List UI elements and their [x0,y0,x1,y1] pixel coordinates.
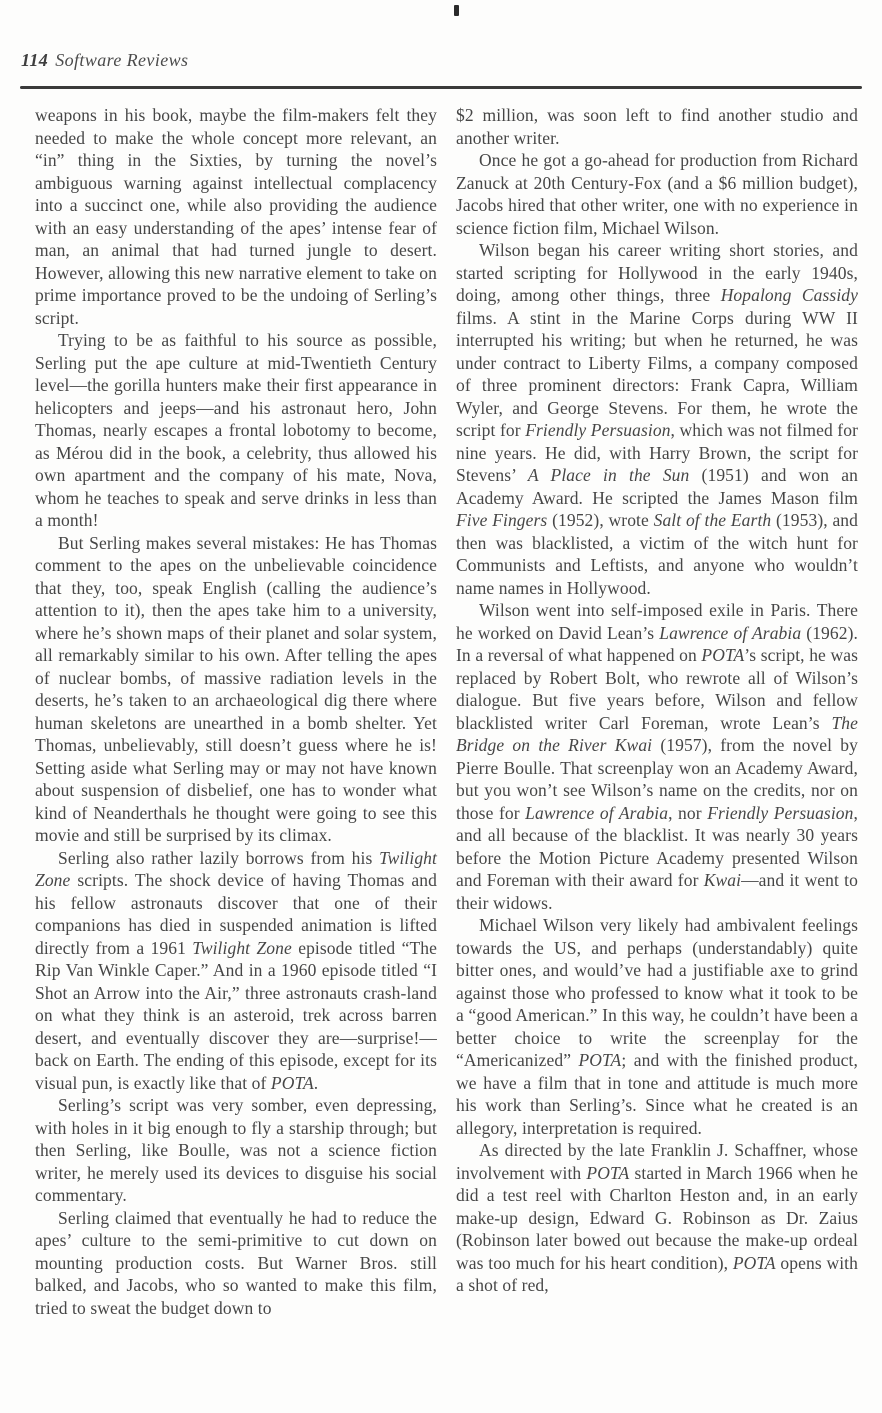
text-run: scripts. The shock device of having Thomas and his fellow astronauts discover that one of their companions has died in suspended animation is lifted directly from a 1961 [35,870,437,958]
left-column [35,104,437,1319]
italic-text-run: Friendly Persuasion [525,420,671,440]
italic-text-run: Twilight Zone [35,847,437,890]
text-run: ; and with the finished product, we have a film that in tone and attitude is much more his work than Serling’s. Since what he created is an allegory, interpretation is required. [456,1050,858,1138]
text-run: , and all because of the blacklist. It was nearly 30 years before the Motion Picture Academy presented Wilson and Foreman with their award for [456,802,858,890]
italic-text-run: POTA [578,1050,622,1070]
paragraph [456,104,858,149]
text-run: (1953), and then was blacklisted, a victim of the witch hunt for Communists and Leftists, and anyone who wouldn’t name names in Hollywood. [456,510,859,598]
text-run: (1951) and won an Academy Award. He scripted the James Mason film [456,465,858,508]
page-number: 114 [21,50,49,70]
text-run: But Serling makes several mistakes: He has Thomas comment to the apes on the unbelievable coincidence that they, too, speak English (calling the audience’s attention to it), then the apes take him to a university, where he’s shown maps of their planet and solar system, all remarkably similar to his own. After telling the apes of nuclear bombs, of massive radiation levels in the deserts, he’s taken to an archaeological dig there where human skeletons are unearthed in a bomb shelter. Yet Thomas, unbelievably, still doesn’t guess where he is! Setting aside what Serling may or may not have known about suspension of disbelief, one has to wonder what kind of Neanderthals he thought were going to see this movie and still be surprised by its climax. [35,532,437,845]
text-run: As directed by the late Franklin J. Schaffner, whose involvement with [456,1140,858,1183]
right-column [456,104,858,1319]
paragraph [456,599,858,914]
italic-text-run: A Place in the Sun [527,465,690,485]
header-divider [20,86,862,89]
text-run: Once he got a go-ahead for production from Richard Zanuck at 20th Century-Fox (and a $6 million budget), Jacobs hired that other writer, one with no experience in science fiction film, Michael Wilson. [456,150,858,238]
italic-text-run: Hopalong Cassidy [720,285,858,305]
italic-text-run: POTA [732,1252,776,1273]
article-body [35,104,858,1319]
italic-text-run: Salt of the Earth [653,510,772,530]
italic-text-run: POTA [270,1072,314,1093]
paragraph [35,1094,437,1207]
text-run: Serling claimed that eventually he had to reduce the apes’ culture to the semi-primitive to cut down on mounting production costs. But Warner Bros. still balked, and Jacobs, who so wanted to make this film, tried to sweat the budget down to [35,1207,437,1318]
text-run: Wilson began his career writing short stories, and started scripting for Hollywood in the early 1940s, doing, among other things, three [456,240,858,305]
italic-text-run: Kwai [703,870,742,890]
paragraph [456,914,858,1139]
text-run: Serling’s script was very somber, even depressing, with holes in it big enough to fly a starship through; but then Serling, like Boulle, was not a science fiction writer, he merely used its devices to disguise his social commentary. [35,1095,437,1205]
italic-text-run: Five Fingers [456,510,548,530]
text-run: Wilson went into self-imposed exile in Paris. There he worked on David Lean’s [456,600,858,643]
paragraph [35,532,437,847]
paragraph [35,104,437,329]
italic-text-run: Twilight Zone [192,937,292,958]
text-run: Trying to be as faithful to his source as possible, Serling put the ape culture at mid-Twentieth Century level—the gorilla hunters make their first appearance in helicopters and jeeps—and his astronaut hero, John Thomas, nearly escapes a frontal lobotomy to become, as Mérou did in the book, a celebrity, thus allowed his own apartment and the company of his mate, Nova, whom he teaches to speak and serve drinks in less than a month! [35,330,437,530]
italic-text-run: The Bridge on the River Kwai [456,712,858,755]
scan-artifact-mark [454,5,459,16]
text-run: Michael Wilson very likely had ambivalent feelings towards the US, and perhaps (understandably) quite bitter ones, and would’ve had a justifiable axe to grind against those who professed to know what it took to be a “good American.” In this way, he couldn’t have been a better choice to write the screenplay for the “Americanized” [456,915,858,1070]
paragraph [456,239,858,599]
paragraph [35,1207,437,1320]
text-run: weapons in his book, maybe the film-makers felt they needed to make the whole concept more relevant, an “in” thing in the Sixties, by turning the novel’s ambiguous warning against intellectual complacency into a succinct one, while also providing the audience with an easy understanding of the apes’ intense fear of man, an animal that had turned jungle to desert. However, allowing this new narrative element to take on prime importance proved to be the undoing of Serling’s script. [35,105,437,328]
paragraph [35,847,437,1095]
paragraph [456,149,858,239]
text-run: ’s script, he was replaced by Robert Bolt, who rewrote all of Wilson’s dialogue. But five years before, Wilson and fellow blacklisted writer Carl Foreman, wrote Lean’s [456,645,858,733]
text-run: films. A stint in the Marine Corps during WW II interrupted his writing; but when he returned, he was under contract to Liberty Films, a company composed of three prominent directors: Frank Capra, William Wyler, and George Stevens. For them, he wrote the script for [456,307,858,440]
italic-text-run: Friendly Persuasion [707,802,854,823]
text-run: , which was not filmed for nine years. He did, with Harry Brown, the script for Stevens’ [456,420,859,485]
text-run: . [313,1072,319,1093]
text-run: episode titled “The Rip Van Winkle Caper.” And in a 1960 episode titled “I Shot an Arrow into the Air,” three astronauts crash-land on what they think is an asteroid, trek across barren desert, and eventually discover they are—surprise!—back on Earth. The ending of this episode, except for its visual pun, is exactly like that of [35,937,437,1093]
text-run: —and it went to their widows. [456,870,858,913]
paragraph [35,329,437,532]
italic-text-run: Lawrence of Arabia [659,622,802,643]
text-run: started in March 1966 when he did a test reel with Charlton Heston and, in an early make-up design, Edward G. Robinson as Dr. Zaius (Robinson later bowed out because the make-up ordeal was too much for his heart condition), [456,1162,858,1273]
italic-text-run: Lawrence of Arabia [525,802,669,823]
page-header [21,50,188,71]
italic-text-run: POTA [701,645,745,665]
text-run: (1962). In a reversal of what happened on [456,622,858,665]
text-run: (1957), from the novel by Pierre Boulle. That screenplay won an Academy Award, but you won’t see Wilson’s name on the credits, nor on those for [456,735,859,823]
text-run: Serling also rather lazily borrows from his [58,847,380,868]
text-run: (1952), wrote [547,510,654,530]
italic-text-run: POTA [586,1162,630,1183]
text-run: $2 million, was soon left to find another studio and another writer. [456,105,858,148]
section-title: Software Reviews [55,50,189,70]
text-run: opens with a shot of red, [456,1252,858,1295]
text-run: , nor [668,802,708,823]
paragraph [456,1139,858,1297]
